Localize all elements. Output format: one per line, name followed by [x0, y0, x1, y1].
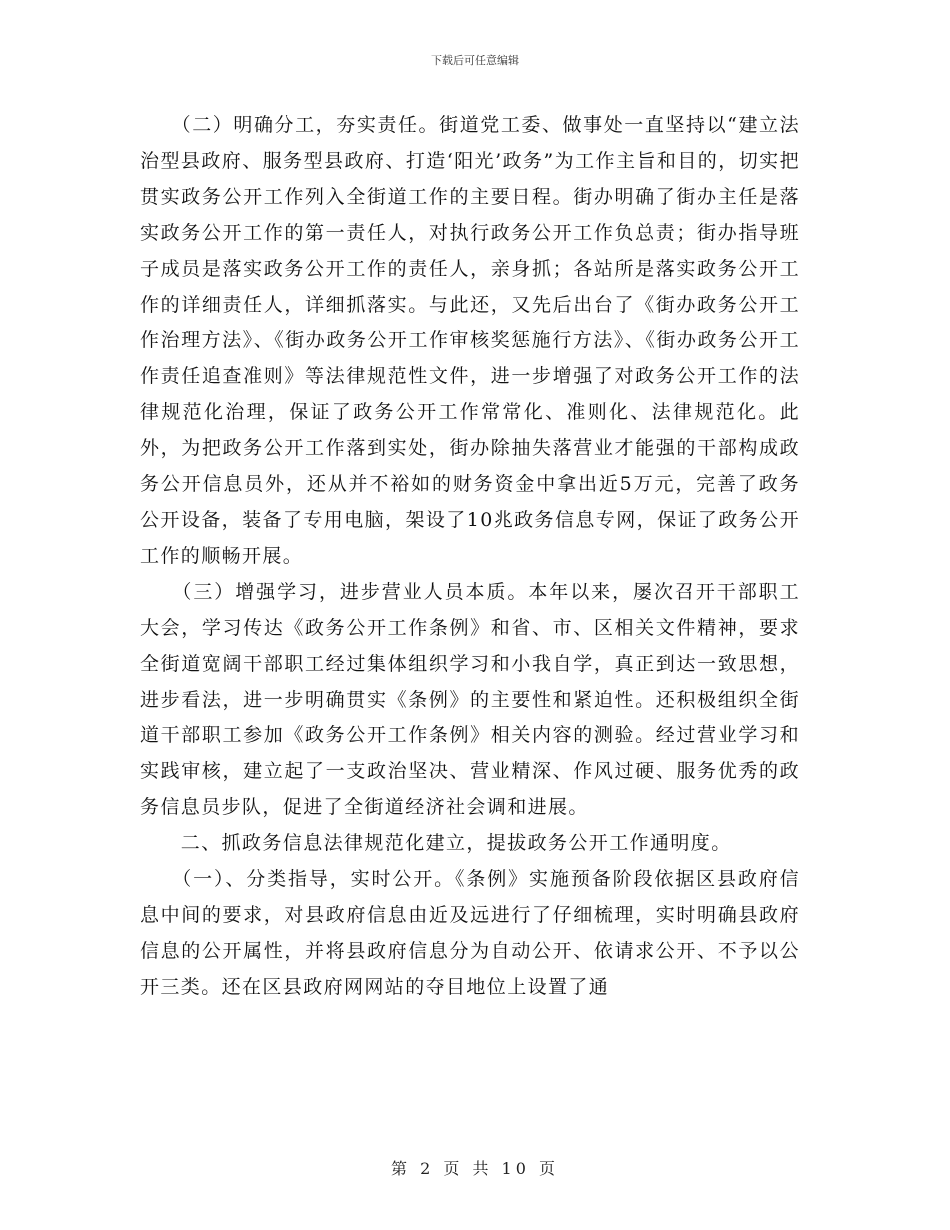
section-heading-two: 二、抓政务信息法律规范化建立，提拔政务公开工作通明度。 — [140, 832, 732, 855]
document-body — [140, 108, 800, 1006]
page-number: 第 2 页 共 10 页 — [391, 1159, 559, 1178]
header-note: 下载后可任意编辑 — [431, 54, 519, 67]
paragraph-division-of-labor: （二）明确分工，夯实责任。街道党工委、做事处一直坚持以“建立法治型县政府、服务型县政府、打造‘阳光’政务”为工作主旨和目的，切实把贯实政务公开工作列入全街道工作的主要日程。街办明确了街办主任是落实政务公开工作的第一责任人，对执行政务公开工作负总责；街办指导班子成员是落实政务公开工作的责任人，亲身抓；各站所是落实政务公开工作的详细责任人，详细抓落实。与此还，又先后出台了《街办政务公开工作治理方法》、《街办政务公开工作审核奖惩施行方法》、《街办政务公开工作责任追查准则》等法律规范性文件，进一步增强了对政务公开工作的法律规范化治理，保证了政务公开工作常常化、准则化、法律规范化。此外，为把政务公开工作落到实处，街办除抽失落营业才能强的干部构成政务公开信息员外，还从并不裕如的财务资金中拿出近5万元，完善了政务公开设备，装备了专用电脑，架设了10兆政务信息专网，保证了政务公开工作的顺畅开展。 — [140, 114, 800, 567]
paragraph-classified-guidance: （一）、分类指导，实时公开。《条例》实施预备阶段依据区县政府信息中间的要求，对县政府信息由近及远进行了仔细梳理，实时明确县政府信息的公开属性，并将县政府信息分为自动公开、依请求公开、不予以公开三类。还在区县政府网网站的夺目地位上设置了通 — [140, 868, 800, 998]
paragraph-study: （三）增强学习，进步营业人员本质。本年以来，屡次召开干部职工大会，学习传达《政务公开工作条例》和省、市、区相关文件精神，要求全街道宽阔干部职工经过集体组织学习和小我自学，真正到达一致思想，进步看法，进一步明确贯实《条例》的主要性和紧迫性。还积极组织全街道干部职工参加《政务公开工作条例》相关内容的测验。经过营业学习和实践审核，建立起了一支政治坚决、营业精深、作风过硬、服务优秀的政务信息员步队，促进了全街道经济社会调和进展。 — [140, 580, 800, 819]
